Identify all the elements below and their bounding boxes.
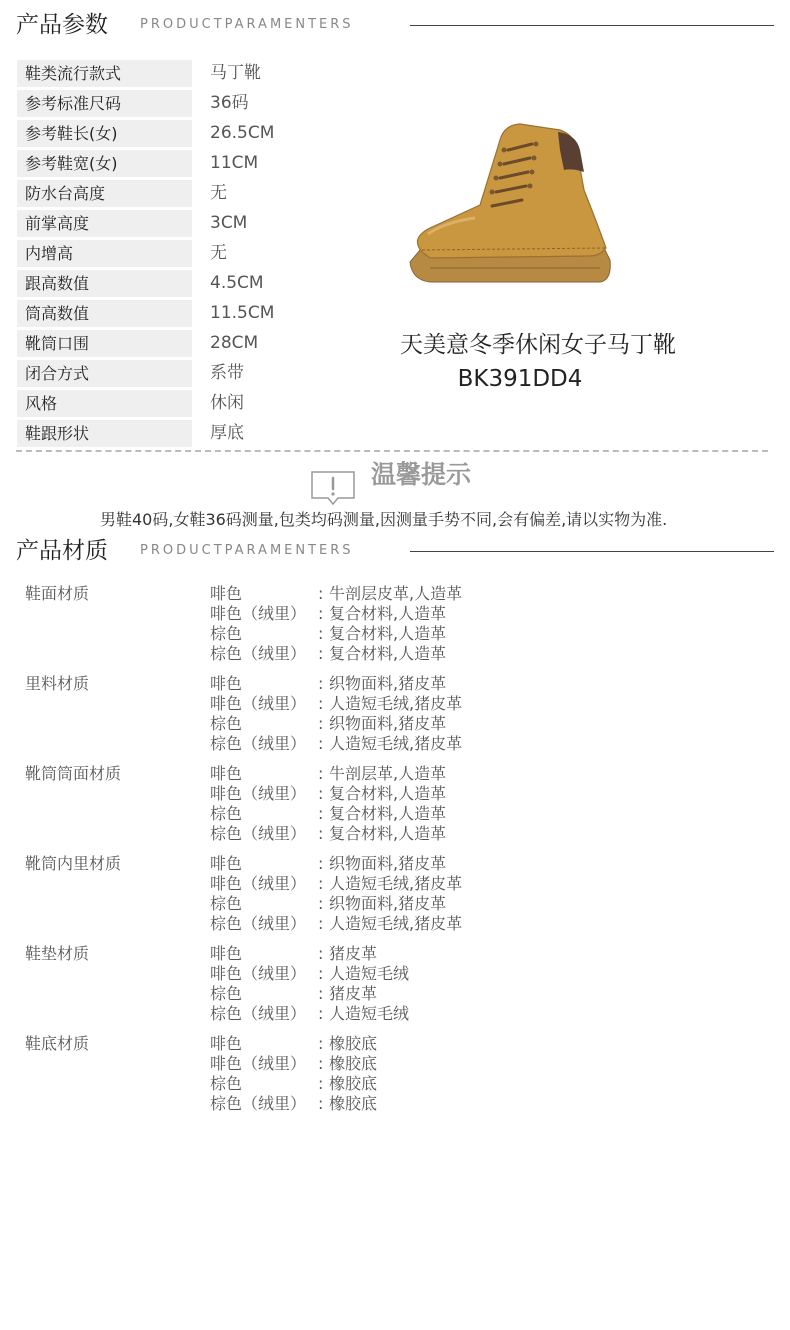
- param-value: 3CM: [210, 213, 248, 233]
- colon-separator: :: [318, 584, 324, 603]
- material-line: [210, 624, 725, 644]
- notice-icon: [310, 470, 356, 506]
- material-value: 橡胶底: [329, 1094, 378, 1113]
- notice-title: 温馨提示: [371, 460, 472, 489]
- param-key: 闭合方式: [17, 360, 192, 387]
- colon-separator: :: [318, 604, 324, 623]
- material-value: 织物面料,猪皮革: [329, 714, 447, 733]
- param-row: [17, 150, 397, 177]
- material-color: 棕色（绒里）: [210, 914, 307, 933]
- param-row: [17, 240, 397, 267]
- section-header-materials: [16, 536, 774, 566]
- material-line: [210, 1054, 725, 1074]
- material-color: 棕色（绒里）: [210, 644, 307, 663]
- notice-text: 男鞋40码,女鞋36码测量,包类均码测量,因测量手势不同,会有偏差,请以实物为准.: [100, 510, 668, 529]
- material-line: [210, 714, 725, 734]
- material-color: 啡色（绒里）: [210, 784, 307, 803]
- material-value: 猪皮革: [329, 944, 378, 963]
- material-line: [210, 804, 725, 824]
- material-color: 啡色: [210, 674, 243, 693]
- material-color: 啡色（绒里）: [210, 694, 307, 713]
- param-row: [17, 330, 397, 357]
- material-color: 棕色: [210, 804, 243, 823]
- material-value: 复合材料,人造革: [329, 804, 447, 823]
- param-key: 参考鞋长(女): [17, 120, 192, 147]
- product-boot-image: [400, 110, 620, 300]
- material-line: [210, 584, 725, 604]
- param-key: 风格: [17, 390, 192, 417]
- param-value: 11CM: [210, 153, 259, 173]
- material-color: 棕色（绒里）: [210, 1094, 307, 1113]
- param-value: 36码: [210, 93, 249, 113]
- section-title: 产品材质: [16, 538, 108, 564]
- material-value: 橡胶底: [329, 1074, 378, 1093]
- material-line: [210, 1034, 725, 1054]
- param-key: 参考鞋宽(女): [17, 150, 192, 177]
- material-category: 鞋底材质: [25, 1034, 90, 1053]
- material-value: 猪皮革: [329, 984, 378, 1003]
- material-line: [210, 874, 725, 894]
- material-color: 啡色（绒里）: [210, 874, 307, 893]
- material-color: 棕色: [210, 1074, 243, 1093]
- material-color: 棕色: [210, 624, 243, 643]
- param-value: 无: [210, 183, 227, 203]
- param-value: 11.5CM: [210, 303, 275, 323]
- material-line: [210, 694, 725, 714]
- material-value: 复合材料,人造革: [329, 604, 447, 623]
- material-group: [25, 764, 725, 844]
- material-line: [210, 784, 725, 804]
- colon-separator: :: [318, 1074, 324, 1093]
- material-value: 牛剖层革,人造革: [329, 764, 447, 783]
- header-divider: [410, 551, 774, 552]
- param-value: 马丁靴: [210, 63, 261, 83]
- material-category: 靴筒内里材质: [25, 854, 122, 873]
- material-line: [210, 854, 725, 874]
- param-key: 防水台高度: [17, 180, 192, 207]
- material-color: 棕色: [210, 714, 243, 733]
- material-group: [25, 854, 725, 934]
- param-value: 系带: [210, 363, 244, 383]
- param-row: [17, 420, 397, 447]
- colon-separator: :: [318, 784, 324, 803]
- material-line: [210, 764, 725, 784]
- colon-separator: :: [318, 734, 324, 753]
- material-color: 啡色（绒里）: [210, 604, 307, 623]
- material-color: 啡色: [210, 584, 243, 603]
- material-color: 啡色: [210, 1034, 243, 1053]
- colon-separator: :: [318, 764, 324, 783]
- section-title: 产品参数: [16, 12, 108, 38]
- material-color: 啡色: [210, 944, 243, 963]
- colon-separator: :: [318, 874, 324, 893]
- material-line: [210, 944, 725, 964]
- material-line: [210, 644, 725, 664]
- colon-separator: :: [318, 1034, 324, 1053]
- material-value: 复合材料,人造革: [329, 784, 447, 803]
- material-group: [25, 944, 725, 1024]
- param-row: [17, 180, 397, 207]
- param-key: 内增高: [17, 240, 192, 267]
- param-row: [17, 360, 397, 387]
- material-line: [210, 964, 725, 984]
- material-value: 人造短毛绒: [329, 1004, 410, 1023]
- material-value: 织物面料,猪皮革: [329, 894, 447, 913]
- param-key: 鞋类流行款式: [17, 60, 192, 87]
- param-row: [17, 90, 397, 117]
- material-color: 棕色: [210, 894, 243, 913]
- param-row: [17, 390, 397, 417]
- colon-separator: :: [318, 914, 324, 933]
- parameter-table: [17, 60, 397, 450]
- material-color: 棕色（绒里）: [210, 824, 307, 843]
- param-key: 参考标准尺码: [17, 90, 192, 117]
- material-line: [210, 1094, 725, 1114]
- product-title: 天美意冬季休闲女子马丁靴: [400, 332, 676, 358]
- material-color: 棕色（绒里）: [210, 1004, 307, 1023]
- colon-separator: :: [318, 944, 324, 963]
- colon-separator: :: [318, 1004, 324, 1023]
- colon-separator: :: [318, 714, 324, 733]
- material-color: 啡色（绒里）: [210, 1054, 307, 1073]
- param-key: 前掌高度: [17, 210, 192, 237]
- material-value: 复合材料,人造革: [329, 644, 447, 663]
- material-line: [210, 984, 725, 1004]
- material-value: 橡胶底: [329, 1034, 378, 1053]
- colon-separator: :: [318, 964, 324, 983]
- colon-separator: :: [318, 854, 324, 873]
- materials-list: [25, 584, 725, 1124]
- colon-separator: :: [318, 1094, 324, 1113]
- param-key: 鞋跟形状: [17, 420, 192, 447]
- material-value: 人造短毛绒: [329, 964, 410, 983]
- material-line: [210, 734, 725, 754]
- param-value: 26.5CM: [210, 123, 275, 143]
- material-value: 人造短毛绒,猪皮革: [329, 694, 463, 713]
- material-category: 里料材质: [25, 674, 90, 693]
- material-value: 人造短毛绒,猪皮革: [329, 874, 463, 893]
- param-value: 28CM: [210, 333, 259, 353]
- param-row: [17, 120, 397, 147]
- material-value: 人造短毛绒,猪皮革: [329, 914, 463, 933]
- colon-separator: :: [318, 674, 324, 693]
- colon-separator: :: [318, 804, 324, 823]
- param-row: [17, 60, 397, 87]
- material-group: [25, 1034, 725, 1114]
- dashed-divider: [16, 450, 768, 452]
- colon-separator: :: [318, 894, 324, 913]
- material-line: [210, 604, 725, 624]
- material-category: 靴筒筒面材质: [25, 764, 122, 783]
- param-key: 靴筒口围: [17, 330, 192, 357]
- material-line: [210, 894, 725, 914]
- material-color: 啡色（绒里）: [210, 964, 307, 983]
- material-category: 鞋垫材质: [25, 944, 90, 963]
- material-group: [25, 674, 725, 754]
- param-row: [17, 300, 397, 327]
- material-line: [210, 674, 725, 694]
- colon-separator: :: [318, 824, 324, 843]
- section-header-parameters: [16, 10, 774, 40]
- param-value: 厚底: [210, 423, 244, 443]
- material-category: 鞋面材质: [25, 584, 90, 603]
- colon-separator: :: [318, 1054, 324, 1073]
- material-value: 橡胶底: [329, 1054, 378, 1073]
- param-row: [17, 270, 397, 297]
- material-color: 棕色: [210, 984, 243, 1003]
- material-color: 棕色（绒里）: [210, 734, 307, 753]
- material-color: 啡色: [210, 764, 243, 783]
- section-subtitle: PRODUCTPARAMENTERS: [140, 17, 354, 32]
- material-line: [210, 1074, 725, 1094]
- colon-separator: :: [318, 644, 324, 663]
- colon-separator: :: [318, 694, 324, 713]
- header-divider: [410, 25, 774, 26]
- material-value: 牛剖层皮革,人造革: [329, 584, 463, 603]
- param-row: [17, 210, 397, 237]
- material-value: 复合材料,人造革: [329, 824, 447, 843]
- section-subtitle: PRODUCTPARAMENTERS: [140, 543, 354, 558]
- material-line: [210, 914, 725, 934]
- colon-separator: :: [318, 624, 324, 643]
- param-value: 4.5CM: [210, 273, 264, 293]
- material-value: 织物面料,猪皮革: [329, 674, 447, 693]
- material-value: 复合材料,人造革: [329, 624, 447, 643]
- material-color: 啡色: [210, 854, 243, 873]
- material-value: 织物面料,猪皮革: [329, 854, 447, 873]
- product-code: BK391DD4: [457, 366, 583, 392]
- material-line: [210, 824, 725, 844]
- param-key: 筒高数值: [17, 300, 192, 327]
- material-group: [25, 584, 725, 664]
- material-value: 人造短毛绒,猪皮革: [329, 734, 463, 753]
- param-value: 无: [210, 243, 227, 263]
- param-key: 跟高数值: [17, 270, 192, 297]
- colon-separator: :: [318, 984, 324, 1003]
- param-value: 休闲: [210, 393, 244, 413]
- material-line: [210, 1004, 725, 1024]
